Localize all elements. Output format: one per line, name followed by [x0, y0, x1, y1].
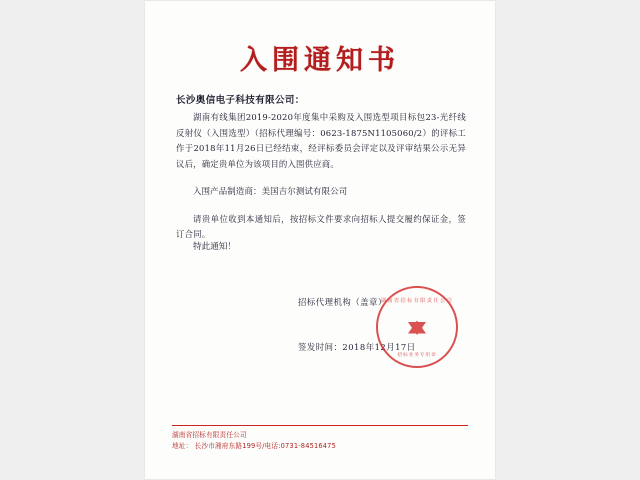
signature-block [276, 296, 466, 353]
addressee-line: 长沙奥信电子科技有限公司： [176, 95, 305, 106]
letterbox-band-left [0, 0, 144, 480]
seal-top-text: 湖南省招标有限责任公司 [380, 298, 454, 304]
letterbox-band-right [496, 0, 640, 480]
closing-line: 特此通知！ [193, 242, 236, 252]
body-paragraph: 请贵单位收到本通知后，按招标文件要求向招标人提交履约保证金，签订合同。 [176, 213, 466, 239]
paragraph-spacer [176, 203, 466, 212]
body-paragraph: 湖南有线集团2019-2020年度集中采购及入围选型项目标包23-光纤线反射仪（入围选型）（招标代理编号：0623-1875N1105060/2）的评标工作于2018年11月26日已经结束，经评标委员会评定以及评审结果公示无异议后，确定贵单位为该项目的入围供应商。 [176, 112, 466, 169]
footer-company: 湖南省招标有限责任公司 [172, 431, 247, 439]
document-body [176, 110, 466, 246]
issue-date-label: 签发时间：2018年12月17日 [298, 342, 416, 352]
document-page [144, 0, 496, 480]
footer-address: 地址： 长沙市湘府东路199号/电话:0731-84516475 [172, 442, 336, 450]
page-title: 入围通知书 [240, 45, 400, 76]
body-paragraph: 入围产品制造商：美国吉尔测试有限公司 [193, 186, 348, 196]
footer-divider [172, 425, 468, 426]
signature-label: 招标代理机构（盖章） [298, 297, 387, 307]
page-footer [172, 425, 472, 452]
seal-bottom-text: 招标业务专用章 [397, 353, 437, 358]
paragraph-spacer [176, 175, 466, 184]
